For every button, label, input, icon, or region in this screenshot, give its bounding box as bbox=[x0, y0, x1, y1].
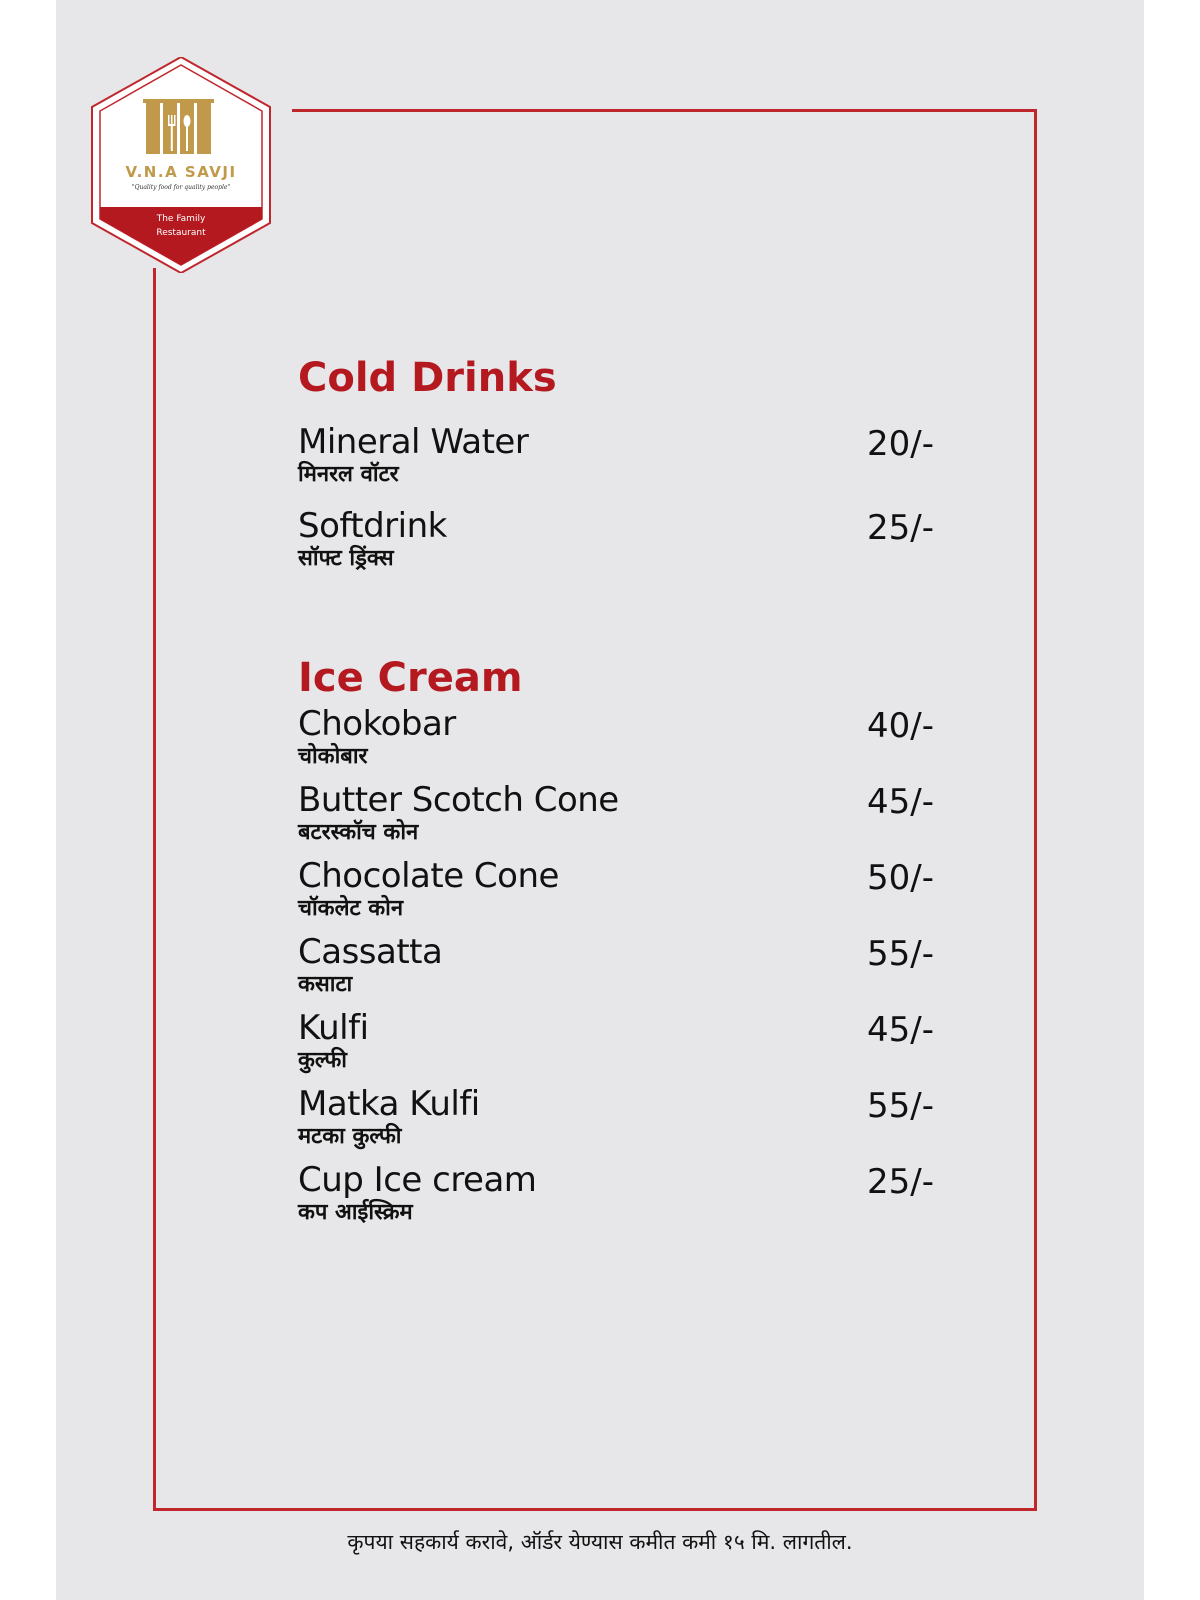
menu-item bbox=[298, 1008, 958, 1084]
item-name: Butter Scotch Cone bbox=[298, 780, 619, 820]
item-name-marathi: बटरस्कॉच कोन bbox=[298, 820, 419, 845]
item-name: Cup Ice cream bbox=[298, 1160, 537, 1200]
item-name-marathi: चोकोबार bbox=[298, 744, 368, 769]
item-price: 25/- bbox=[867, 508, 934, 548]
frame-border-bottom bbox=[153, 1508, 1037, 1511]
section-cold-drinks bbox=[298, 354, 958, 590]
item-name: Chocolate Cone bbox=[298, 856, 559, 896]
logo-brand-name: V.N.A SAVJI bbox=[125, 163, 237, 181]
item-price: 20/- bbox=[867, 424, 934, 464]
item-name: Kulfi bbox=[298, 1008, 369, 1048]
item-name-marathi: मटका कुल्फी bbox=[298, 1124, 402, 1149]
item-name: Matka Kulfi bbox=[298, 1084, 480, 1124]
item-name: Chokobar bbox=[298, 704, 456, 744]
menu-item bbox=[298, 506, 958, 590]
logo-subtitle-line1: The Family bbox=[156, 214, 206, 224]
item-name-marathi: कुल्फी bbox=[298, 1048, 347, 1073]
item-price: 50/- bbox=[867, 858, 934, 898]
logo-subtitle-line2: Restaurant bbox=[156, 228, 206, 238]
item-name: Mineral Water bbox=[298, 422, 529, 462]
item-name-marathi: सॉफ्ट ड्रिंक्स bbox=[298, 546, 394, 571]
item-price: 25/- bbox=[867, 1162, 934, 1202]
item-price: 45/- bbox=[867, 782, 934, 822]
frame-border-left bbox=[153, 268, 156, 1511]
menu-item bbox=[298, 780, 958, 856]
section-title: Cold Drinks bbox=[298, 355, 557, 401]
item-name-marathi: चॉकलेट कोन bbox=[298, 896, 404, 921]
menu-item bbox=[298, 422, 958, 506]
item-price: 45/- bbox=[867, 1010, 934, 1050]
item-name-marathi: मिनरल वॉटर bbox=[298, 462, 399, 487]
item-name-marathi: कसाटा bbox=[298, 972, 353, 997]
menu-item bbox=[298, 1084, 958, 1160]
menu-item bbox=[298, 856, 958, 932]
footer-note: कृपया सहकार्य करावे, ऑर्डर येण्यास कमीत कमी १५ मि. लागतील. bbox=[347, 1530, 853, 1554]
item-name-marathi: कप आईस्क्रिम bbox=[298, 1200, 413, 1225]
item-price: 40/- bbox=[867, 706, 934, 746]
menu-item bbox=[298, 704, 958, 780]
section-title: Ice Cream bbox=[298, 655, 523, 701]
menu-item bbox=[298, 932, 958, 1008]
item-price: 55/- bbox=[867, 1086, 934, 1126]
section-ice-cream bbox=[298, 654, 958, 1236]
item-name: Cassatta bbox=[298, 932, 443, 972]
menu-item bbox=[298, 1160, 958, 1236]
logo-tagline: "Quality food for quality people" bbox=[131, 184, 231, 191]
restaurant-logo bbox=[88, 57, 274, 273]
item-price: 55/- bbox=[867, 934, 934, 974]
item-name: Softdrink bbox=[298, 506, 447, 546]
frame-border-right bbox=[1034, 109, 1037, 1511]
frame-border-top bbox=[292, 109, 1036, 112]
